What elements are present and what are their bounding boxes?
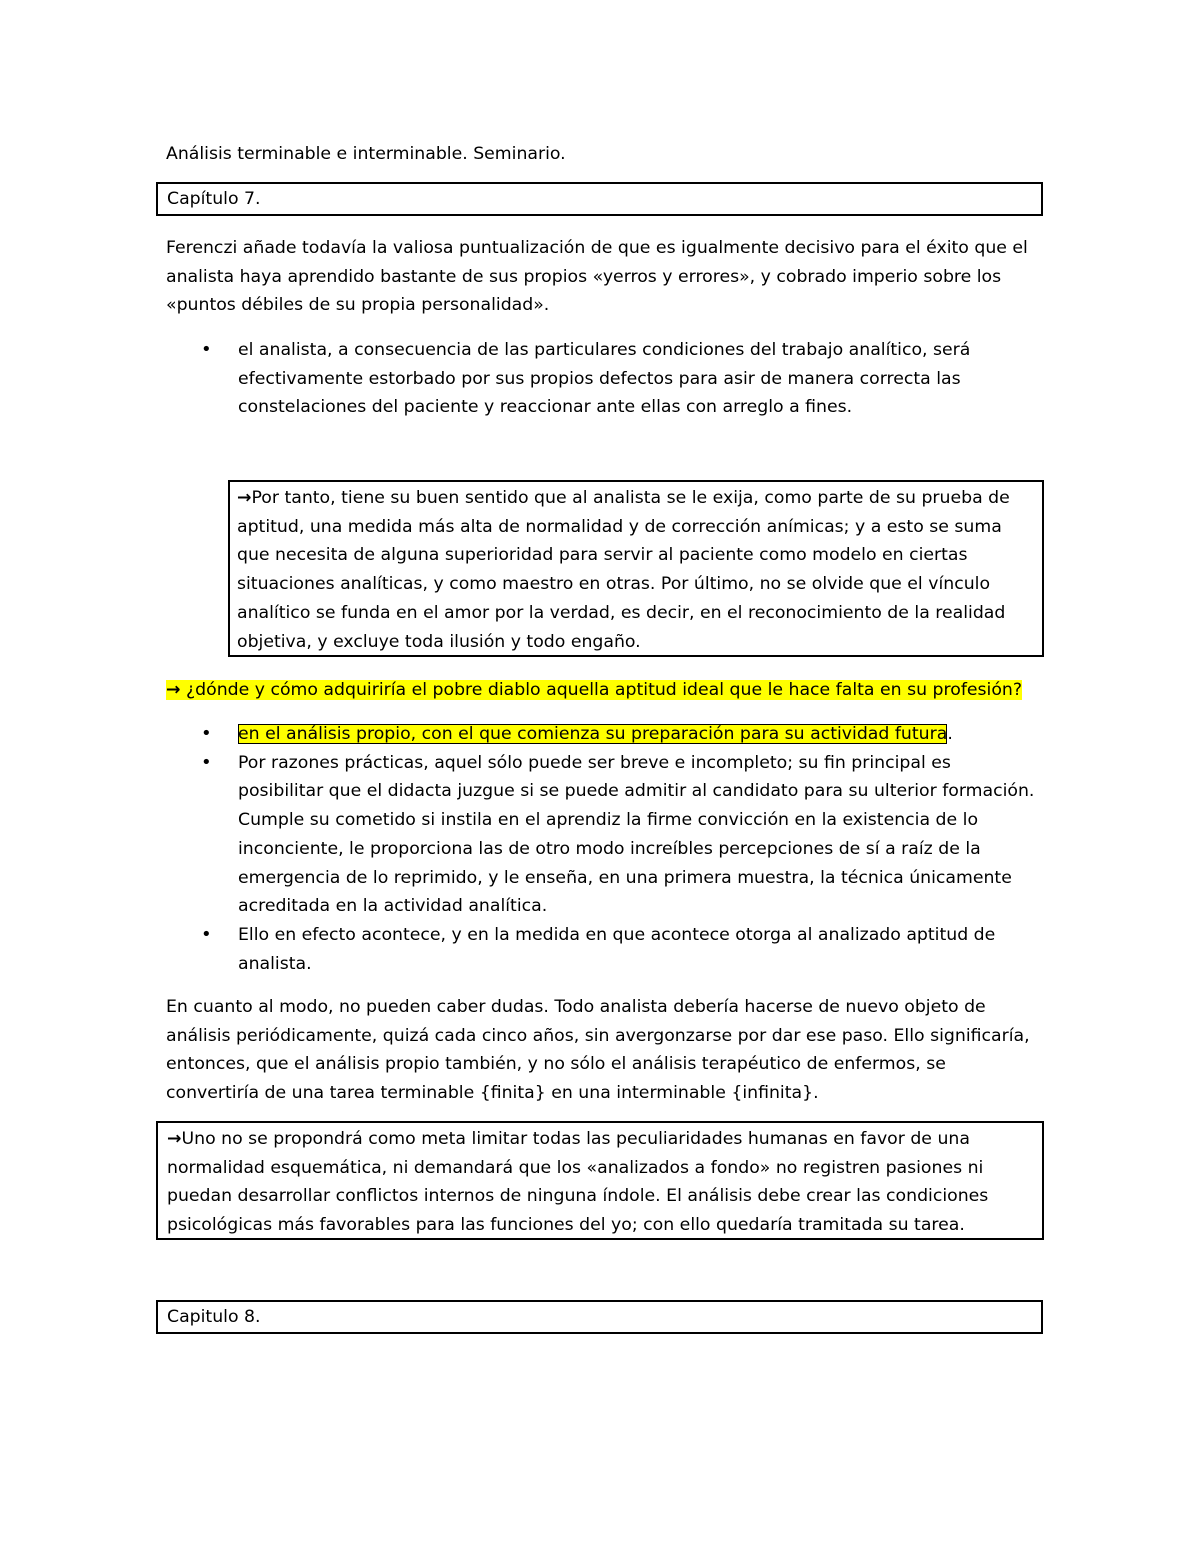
quote-2-text: Uno no se propondrá como meta limitar todas las peculiaridades humanas en favor de una normalidad esquemática, ni demandará que los «analizados a fondo» no registren pasiones ni puedan desarrollar conflictos internos de ninguna índole. El análisis debe crear las condiciones psicológicas más favorables para las funciones del yo; con ello quedaría tramitada su tarea. (167, 1129, 989, 1236)
question-highlight (166, 680, 1022, 700)
arrow-right-icon: → (166, 680, 181, 700)
intro-paragraph: Ferenczi añade todavía la valiosa puntualización de que es igualmente decisivo para el éxito que el analista haya aprendido bastante de sus propios «yerros y errores», y cobrado imperio sobre los «puntos débiles de su propia personalidad». (166, 238, 1028, 316)
chapter-8-heading: Capitulo 8. (156, 1300, 1043, 1334)
answer-tail: . (947, 724, 953, 744)
question-line (166, 676, 1046, 705)
list-item: • Ello en efecto acontece, y en la medida en que acontece otorga al analizado aptitud de analista. (166, 921, 1038, 978)
quote-1-text: Por tanto, tiene su buen sentido que al analista se le exija, como parte de su prueba de aptitud, una medida más alta de normalidad y de corrección anímicas; y a esto se suma que necesita de alguna superioridad para servir al paciente como modelo en ciertas situaciones analíticas, y como maestro en otras. Por último, no se olvide que el vínculo analítico se funda en el amor por la verdad, es decir, en el reconocimiento de la realidad objetiva, y excluye toda ilusión y todo engaño. (237, 488, 1010, 652)
chapter-7-heading: Capítulo 7. (156, 182, 1043, 216)
modo-paragraph: En cuanto al modo, no pueden caber dudas. Todo analista debería hacerse de nuevo objeto de análisis periódicamente, quizá cada cinco años, sin avergonzarse por dar ese paso. Ello significaría, entonces, que el análisis propio también, y no sólo el análisis terapéutico de enfermos, se convertiría de una tarea terminable {finita} en una interminable {infinita}. (166, 997, 1030, 1104)
bullet-list-2 (166, 720, 1038, 978)
list-item (166, 720, 1038, 749)
document-title: Análisis terminable e interminable. Seminario. (166, 144, 566, 164)
highlighted-answer: en el análisis propio, con el que comienza su preparación para su actividad futura (238, 724, 948, 744)
quote-box-2 (156, 1121, 1044, 1240)
list-item: • Por razones prácticas, aquel sólo puede ser breve e incompleto; su fin principal es posibilitar que el didacta juzgue si se puede admitir al candidato para su ulterior formación. Cumple su cometido si instila en el aprendiz la firme convicción en la existencia de lo inconciente, le proporciona las de otro modo increíbles percepciones de sí a raíz de la emergencia de lo reprimido, y le enseña, en una primera muestra, la técnica únicamente acreditada en la actividad analítica. (166, 749, 1038, 921)
bullet-list-1 (166, 336, 998, 422)
question-text: ¿dónde y cómo adquiriría el pobre diablo aquella aptitud ideal que le hace falta en su profesión? (180, 680, 1023, 700)
arrow-right-icon: → (237, 488, 252, 508)
list-item: • el analista, a consecuencia de las particulares condiciones del trabajo analítico, será efectivamente estorbado por sus propios defectos para asir de manera correcta las constelaciones del paciente y reaccionar ante ellas con arreglo a fines. (166, 336, 998, 422)
arrow-right-icon: → (167, 1129, 182, 1149)
quote-box-1 (228, 480, 1044, 657)
